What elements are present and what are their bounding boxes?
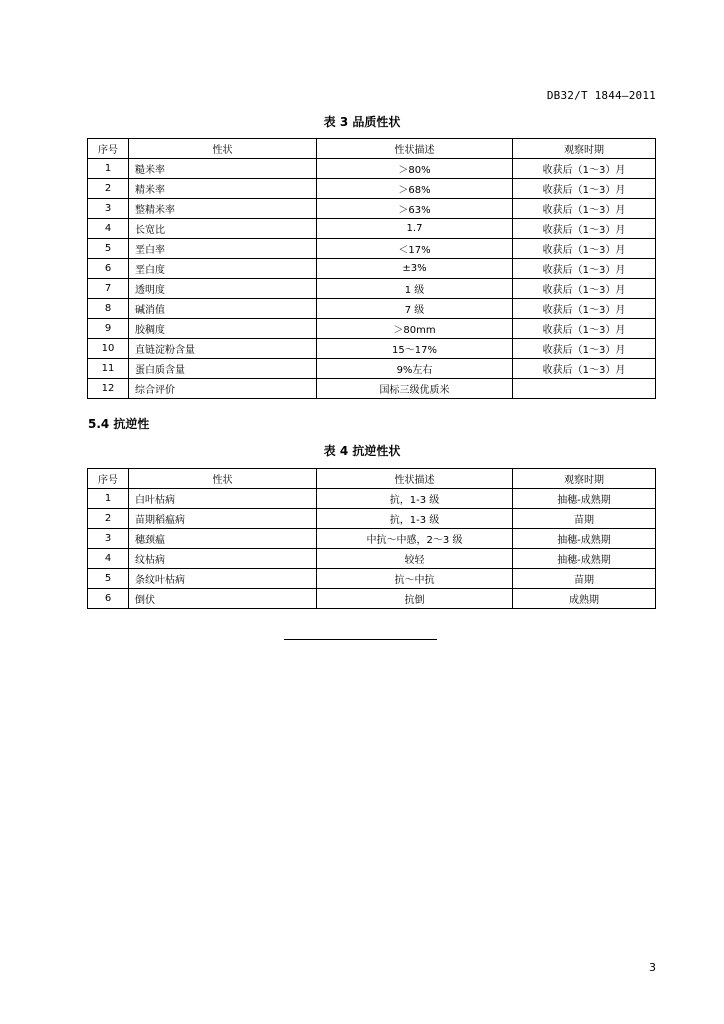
trait-description: 国标三级优质米 — [317, 379, 513, 399]
table-row — [88, 589, 656, 609]
trait-name: 精米率 — [129, 179, 317, 199]
table-row — [88, 339, 656, 359]
row-number: 4 — [88, 219, 129, 239]
observation-period: 收获后（1～3）月 — [513, 279, 656, 299]
trait-description: ＞80mm — [317, 319, 513, 339]
trait-name: 条纹叶枯病 — [129, 569, 317, 589]
trait-description: ±3% — [317, 259, 513, 279]
trait-name: 综合评价 — [129, 379, 317, 399]
observation-period: 收获后（1～3）月 — [513, 239, 656, 259]
table-row — [88, 489, 656, 509]
table4-caption: 表 4 抗逆性状 — [323, 444, 401, 458]
trait-description: ＞68% — [317, 179, 513, 199]
trait-description: 抗，1-3 级 — [317, 509, 513, 529]
trait-name: 长宽比 — [129, 219, 317, 239]
table-row — [88, 239, 656, 259]
column-header-period: 观察时期 — [513, 139, 656, 159]
trait-description: 1 级 — [317, 279, 513, 299]
row-number: 11 — [88, 359, 129, 379]
row-number: 8 — [88, 299, 129, 319]
trait-name: 糙米率 — [129, 159, 317, 179]
table-row — [88, 199, 656, 219]
table-row — [88, 319, 656, 339]
observation-period: 收获后（1～3）月 — [513, 199, 656, 219]
trait-name: 蛋白质含量 — [129, 359, 317, 379]
observation-period — [513, 379, 656, 399]
table-row — [88, 279, 656, 299]
row-number: 2 — [88, 179, 129, 199]
row-number: 6 — [88, 589, 129, 609]
trait-description: 7 级 — [317, 299, 513, 319]
end-rule — [284, 639, 437, 640]
table-row — [88, 159, 656, 179]
trait-description: 较轻 — [317, 549, 513, 569]
row-number: 5 — [88, 239, 129, 259]
observation-period: 收获后（1～3）月 — [513, 159, 656, 179]
observation-period: 收获后（1～3）月 — [513, 179, 656, 199]
table-header-row — [88, 469, 656, 489]
observation-period: 收获后（1～3）月 — [513, 299, 656, 319]
observation-period: 苗期 — [513, 569, 656, 589]
table-row — [88, 529, 656, 549]
row-number: 10 — [88, 339, 129, 359]
observation-period: 抽穗-成熟期 — [513, 489, 656, 509]
table3-caption: 表 3 品质性状 — [323, 115, 401, 129]
trait-description: ＞63% — [317, 199, 513, 219]
row-number: 4 — [88, 549, 129, 569]
observation-period: 收获后（1～3）月 — [513, 359, 656, 379]
trait-description: 9%左右 — [317, 359, 513, 379]
trait-name: 垩白率 — [129, 239, 317, 259]
row-number: 9 — [88, 319, 129, 339]
table-row — [88, 549, 656, 569]
standard-code: DB32/T 1844—2011 — [546, 89, 656, 102]
trait-name: 垩白度 — [129, 259, 317, 279]
row-number: 12 — [88, 379, 129, 399]
table-row — [88, 219, 656, 239]
section-heading: 5.4 抗逆性 — [88, 417, 150, 431]
observation-period: 收获后（1～3）月 — [513, 219, 656, 239]
table-row — [88, 299, 656, 319]
trait-name: 碱消值 — [129, 299, 317, 319]
trait-name: 穗颈瘟 — [129, 529, 317, 549]
column-header-number: 序号 — [88, 139, 129, 159]
row-number: 7 — [88, 279, 129, 299]
trait-description: 15～17% — [317, 339, 513, 359]
row-number: 3 — [88, 199, 129, 219]
resistance-traits-table — [87, 468, 656, 609]
row-number: 2 — [88, 509, 129, 529]
quality-traits-table — [87, 138, 656, 399]
trait-name: 整精米率 — [129, 199, 317, 219]
table-row — [88, 569, 656, 589]
table-row — [88, 509, 656, 529]
observation-period: 抽穗-成熟期 — [513, 529, 656, 549]
table-row — [88, 179, 656, 199]
row-number: 6 — [88, 259, 129, 279]
table-row — [88, 359, 656, 379]
observation-period: 收获后（1～3）月 — [513, 339, 656, 359]
trait-name: 胶稠度 — [129, 319, 317, 339]
row-number: 1 — [88, 489, 129, 509]
column-header-description: 性状描述 — [317, 469, 513, 489]
trait-name: 直链淀粉含量 — [129, 339, 317, 359]
trait-description: 抗，1-3 级 — [317, 489, 513, 509]
column-header-period: 观察时期 — [513, 469, 656, 489]
observation-period: 抽穗-成熟期 — [513, 549, 656, 569]
table-header-row — [88, 139, 656, 159]
row-number: 1 — [88, 159, 129, 179]
row-number: 3 — [88, 529, 129, 549]
observation-period: 苗期 — [513, 509, 656, 529]
trait-name: 纹枯病 — [129, 549, 317, 569]
column-header-trait: 性状 — [129, 469, 317, 489]
observation-period: 成熟期 — [513, 589, 656, 609]
trait-description: 抗倒 — [317, 589, 513, 609]
row-number: 5 — [88, 569, 129, 589]
trait-name: 苗期稻瘟病 — [129, 509, 317, 529]
trait-name: 倒伏 — [129, 589, 317, 609]
table-row — [88, 259, 656, 279]
trait-name: 透明度 — [129, 279, 317, 299]
trait-name: 白叶枯病 — [129, 489, 317, 509]
trait-description: 抗～中抗 — [317, 569, 513, 589]
trait-description: 中抗～中感，2～3 级 — [317, 529, 513, 549]
column-header-trait: 性状 — [129, 139, 317, 159]
trait-description: ＜17% — [317, 239, 513, 259]
observation-period: 收获后（1～3）月 — [513, 319, 656, 339]
column-header-number: 序号 — [88, 469, 129, 489]
trait-description: 1.7 — [317, 219, 513, 239]
page-number: 3 — [649, 961, 656, 974]
observation-period: 收获后（1～3）月 — [513, 259, 656, 279]
trait-description: ＞80% — [317, 159, 513, 179]
table-row — [88, 379, 656, 399]
column-header-description: 性状描述 — [317, 139, 513, 159]
